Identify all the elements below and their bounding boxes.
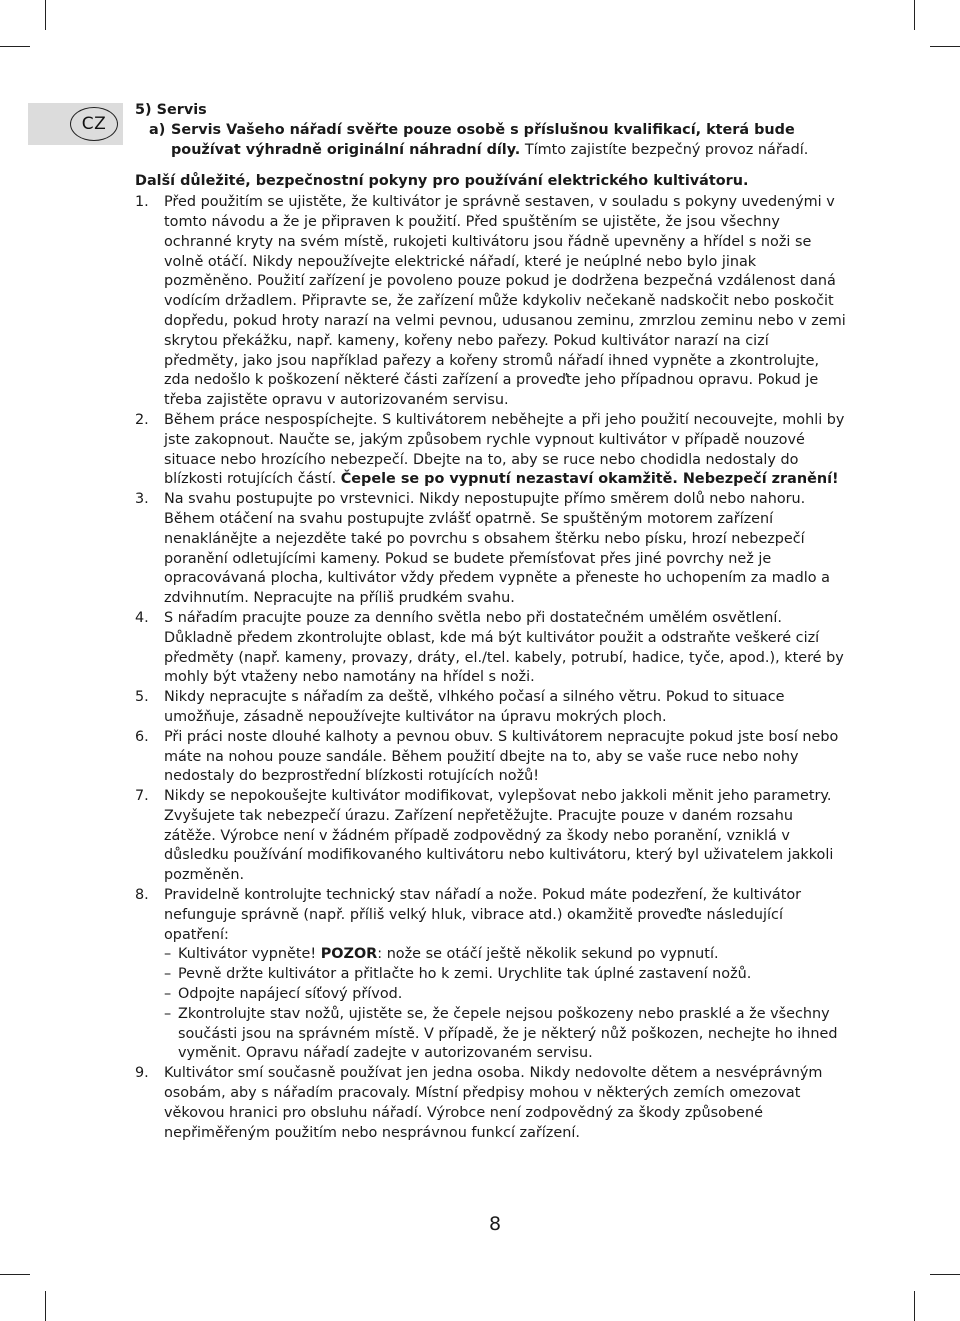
- list-item: [135, 688, 847, 728]
- rule-text: Během práce nespospíchejte. S kultivátorem neběhejte a při jeho použití necouvejte, mohli by jste zakopnout. Naučte se, jakým způsobem rychle vypnout kultivátor v případě nouzové situace nebo hrozícího nebezpečí. Dbejte na to, aby se ruce nebo chodidla nedostaly do blízkosti rotujících částí.: [164, 411, 845, 488]
- rule-text: Kultivátor smí současně používat jen jedna osoba. Nikdy nedovolte dětem a nesvéprávným osobám, aby s nářadím pracovaly. Místní předpisy mohou v některých zemích omezovat věkovou hranici pro obsluhu nářadí. Výrobce není zodpovědný za škody způsobené nepřiměřeným použitím nebo nesprávnou funkcí zařízení.: [164, 1065, 823, 1141]
- step-text: Odpojte napájecí síťový přívod.: [178, 986, 403, 1003]
- list-item: [135, 886, 847, 1064]
- document-body: [135, 101, 847, 1143]
- list-item: [164, 965, 847, 985]
- section-heading: 5) Servis: [135, 102, 207, 118]
- rule-text: Nikdy nepracujte s nářadím za deště, vlhkého počasí a silného větru. Pokud to situace umožňuje, zásadně nepoužívejte kultivátor na úpravu mokrých ploch.: [164, 689, 785, 725]
- rule-number: 8.: [135, 887, 149, 904]
- list-item: [164, 1005, 847, 1064]
- dash-bullet: –: [164, 966, 172, 983]
- step-text: Zkontrolujte stav nožů, ujistěte se, že čepele nejsou poškozeny nebo prasklé a že všechny součásti jsou na správném místě. V případě, že je některý nůž poškozen, nechejte ho ihned vyměnit. Opravu nářadí zadejte v autorizovaném servisu.: [178, 1005, 838, 1062]
- crop-mark: [914, 1291, 915, 1321]
- rule-number: 9.: [135, 1065, 149, 1082]
- rule8-steps-list: [164, 945, 847, 1064]
- sub-a-text: Tímto zajistíte bezpečný provoz nářadí.: [520, 141, 809, 158]
- rule-text: Před použitím se ujistěte, že kultivátor je správně sestaven, v souladu s pokyny uvedenými v tomto návodu a že je připraven k použití. Před spuštěním se ujistěte, že jsou všechny ochranné kryty na svém místě, rukojeti kultivátoru jsou řádně upevněny a hřídel s noži se volně otáčí. Nikdy nepoužívejte elektrické nářadí, které je neúplné nebo bylo jinak pozměněno. Použití zařízení je povoleno pouze pokud je dodržena bezpečná vzdálenost daná vodícím držadlem. Připravte se, že zařízení může kdykoliv nečekaně nadskočit nebo poskočit dopředu, pokud hroty narazí na velmi pevnou, udusanou zeminu, zmrzlou zeminu nebo v zemi skrytou překážku, např. kameny, kořeny nebo pařezy. Pokud kultivátor narazí na cizí předměty, jako jsou například pařezy a kořeny stromů nářadí ihned vypněte a zkontrolujte, zda nedošlo k poškození některé části zařízení a proveďte jeho případnou opravu. Pokud je třeba zajistěte opravu v autorizovaném servisu.: [164, 194, 846, 409]
- list-item: [135, 411, 847, 490]
- step-warning: POZOR: [320, 946, 378, 963]
- page-number: 8: [488, 1213, 502, 1235]
- crop-mark: [45, 0, 46, 30]
- safety-heading: Další důležité, bezpečnostní pokyny pro používání elektrického kultivátoru.: [135, 173, 749, 190]
- rule-text: Při práci noste dlouhé kalhoty a pevnou obuv. S kultivátorem nepracujte pokud jste bosí nebo máte na nohou pouze sandále. Během použití dbejte na to, aby se vaše ruce nebo nohy nedostaly do bezprostřední blízkosti rotujících nožů!: [164, 728, 839, 785]
- step-text: : nože se otáčí ještě několik sekund po vypnutí.: [377, 946, 719, 963]
- section-sub-a: [149, 121, 847, 161]
- dash-bullet: –: [164, 1005, 172, 1022]
- dash-bullet: –: [164, 986, 172, 1003]
- crop-mark: [930, 1274, 960, 1275]
- rule-number: 5.: [135, 689, 149, 706]
- safety-rules-list: [135, 193, 847, 1143]
- rule-text: S nářadím pracujte pouze za denního světla nebo při dostatečném umělém osvětlení. Důkladně předem zkontrolujte oblast, kde má být kultivátor použit a odstraňte veškeré cizí předměty (např. kameny, provazy, dráty, el./tel. kabely, potrubí, hadice, tyče, apod.), které by mohly být vtaženy nebo namotány na hřídel s noži.: [164, 609, 844, 686]
- rule-text: Pravidelně kontrolujte technický stav nářadí a nože. Pokud máte podezření, že kultivátor nefunguje správně (např. příliš velký hluk, vibrace atd.) okamžitě proveďte následující opatření:: [164, 887, 802, 943]
- list-item: [135, 609, 847, 688]
- sub-a-label: a): [149, 121, 166, 138]
- rule-text: Na svahu postupujte po vrstevnici. Nikdy nepostupujte přímo směrem dolů nebo nahoru. Během otáčení na svahu postupujte zvlášť opatrně. Se spuštěným motorem zařízení nenaklánějte a nejezděte také po povrchu s obsahem štěrku nebo písku, hrozí nebezpečí poranění odletujícími kameny. Pokud se budete přemísťovat přes jiné povrchy než je opracovávaná plocha, kultivátor vždy předem vypněte a přeneste ho uchopením za madlo a zdvihnutím. Nepracujte na příliš prudkém svahu.: [164, 491, 830, 607]
- rule-number: 4.: [135, 609, 149, 626]
- step-text: Kultivátor vypněte!: [178, 946, 321, 963]
- list-item: [164, 945, 847, 965]
- rule-text: Nikdy se nepokoušejte kultivátor modifikovat, vylepšovat nebo jakkoli měnit jeho parametry. Zvyšujete tak nebezpečí úrazu. Zařízení nepřetěžujte. Pracujte pouze v daném rozsahu zátěže. Výrobce není v žádném případě zodpovědný za škody nebo poranění, vzniklá v důsledku používání modifikovaného kultivátoru nebo kultivátoru, který byl uživatelem jakkoli pozměněn.: [164, 788, 834, 884]
- rule-warning: Čepele se po vypnutí nezastaví okamžitě. Nebezpečí zranění!: [340, 471, 839, 488]
- language-badge: CZ: [70, 107, 118, 141]
- list-item: [135, 728, 847, 787]
- dash-bullet: –: [164, 946, 172, 963]
- crop-mark: [930, 46, 960, 47]
- crop-mark: [0, 46, 30, 47]
- crop-mark: [45, 1291, 46, 1321]
- crop-mark: [914, 0, 915, 30]
- sub-a-bold-text: Servis Vašeho nářadí svěřte pouze osobě s příslušnou kvalifikací, která bude používat výhradně originální náhradní díly.: [171, 121, 795, 158]
- list-item: [135, 490, 847, 609]
- crop-mark: [0, 1274, 30, 1275]
- step-text: Pevně držte kultivátor a přitlačte ho k zemi. Urychlite tak úplné zastavení nožů.: [178, 966, 752, 983]
- list-item: [135, 1064, 847, 1143]
- rule-number: 1.: [135, 194, 149, 211]
- rule-number: 3.: [135, 491, 149, 508]
- rule-number: 6.: [135, 728, 149, 745]
- list-item: [135, 787, 847, 886]
- rule-number: 2.: [135, 411, 149, 428]
- list-item: [164, 985, 847, 1005]
- list-item: [135, 193, 847, 411]
- rule-number: 7.: [135, 788, 149, 805]
